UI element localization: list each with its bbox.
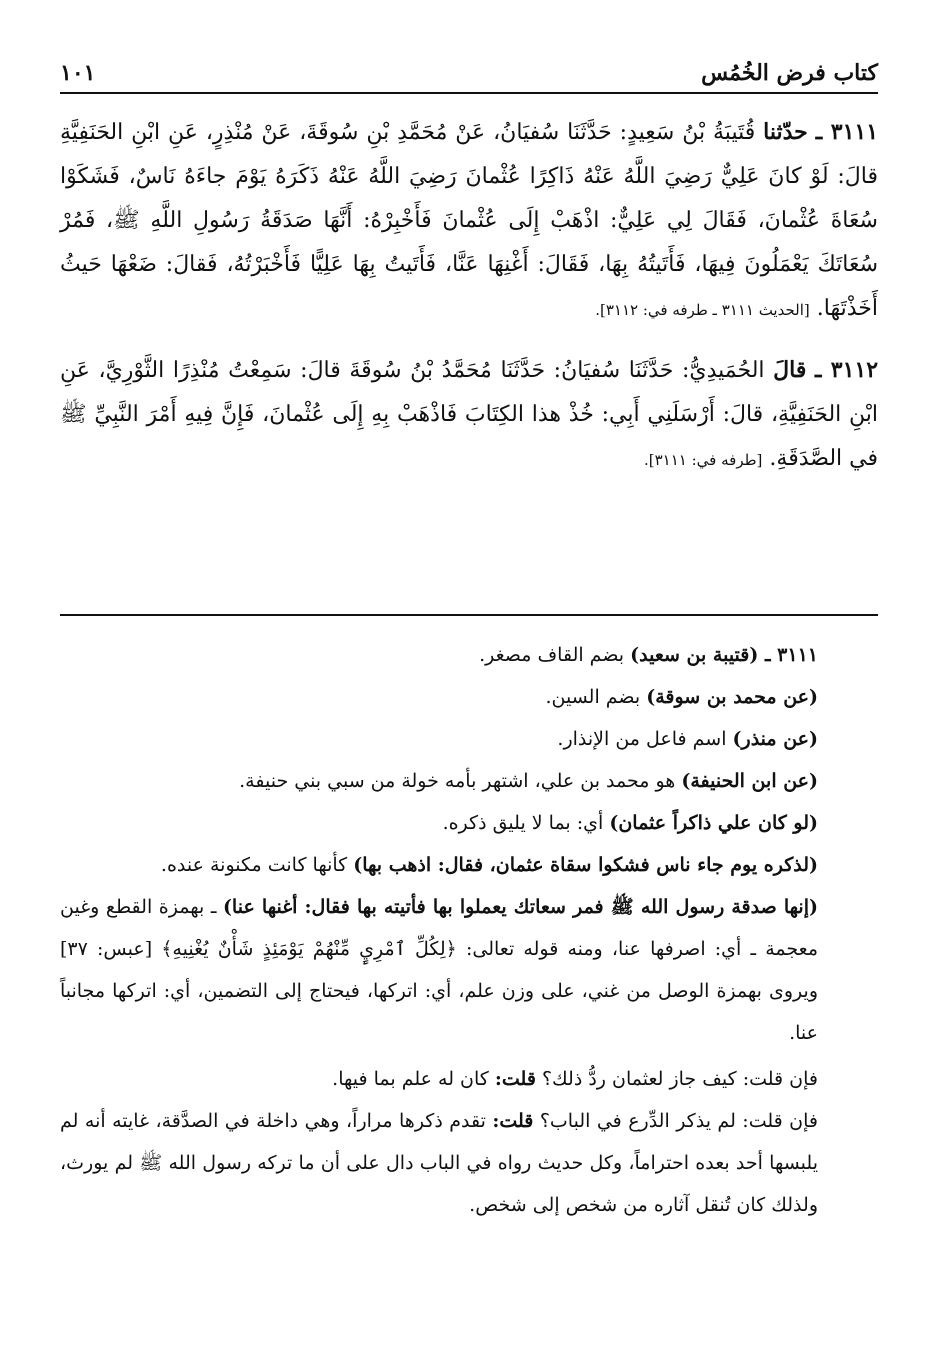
note-text: هو محمد بن علي، اشتهر بأمه خولة من سبي بني حنيفة. [239,770,682,792]
note-term: (عن محمد بن سوقة) [646,686,818,708]
hadith-number: ٣١١١ ـ [815,119,879,145]
hadith-number: ٣١١٢ ـ [815,357,879,383]
commentary-paragraph [60,1058,878,1100]
hadith-text: الحُمَيدِيُّ: حَدَّثَنَا سُفيَانُ: حَدَّثَنَا مُحَمَّدُ بْنُ سُوقَةَ قالَ: سَمِعْتُ مُنْذِرًا الثَّوْرِيَّ، عَنِ ابْنِ الحَنَفِيَّةِ، قالَ: أَرْسَلَنِي أَبِي: خُذْ هذا الكِتَابَ فَاذْهَبْ بِهِ إِلَى عُثْمانَ، فَإِنَّ فِيهِ أَمْرَ النَّبِيِّ ﷺ في الصَّدَقَةِ. [60,358,878,471]
paragraph-answer-label: قلت: [492,1110,534,1132]
note-text: بضم السين. [545,686,647,708]
paragraph-answer: كان له علم بما فيها. [332,1068,495,1090]
book-title: كتاب فرض الخُمُس [701,60,878,86]
hadith-text: قُتَيبَةُ بْنُ سَعِيدٍ: حَدَّثَنَا سُفيَانُ، عَنْ مُحَمَّدِ بْنِ سُوقَةَ، عَنْ مُنْذِرٍ، عَنِ ابْنِ الحَنَفِيَّةِ قالَ: لَوْ كانَ عَلِيٌّ رَضِيَ اللَّهُ عَنْهُ ذَاكِرًا عُثْمانَ رَضِيَ اللَّهُ عَنْهُ ذَكَرَهُ يَوْمَ جاءَهُ نَاسٌ، فَشَكَوْا سُعَاةَ عُثْمانَ، فَقَالَ لِي عَلِيٌّ: اذْهَبْ إِلَى عُثْمانَ فَأَخْبِرْهُ: أَنَّهَا صَدَقَةُ رَسُولِ اللَّهِ ﷺ، فَمُرْ سُعَاتَكَ يَعْمَلُونَ فِيهَا، فَأَتَيتُهُ بِهَا، فَقَالَ: أَغْنِهَا عَنَّا، فَأَتَيتُ بِهَا عَلِيًّا فَأَخْبَرْتُهُ، فَقالَ: ضَعْهَا حَيثُ أَخَذْتَهَا. [60,120,878,321]
note-term: (لو كان علي ذاكراً عثمان) [609,812,818,834]
note-item [60,718,878,760]
note-item [60,886,878,1054]
paragraph-answer-label: قلت: [494,1068,536,1090]
note-text: كأنها كانت مكنونة عنده. [160,854,354,876]
hadith-lead: قالَ [773,357,807,383]
page [60,0,878,1362]
note-item [60,802,878,844]
note-text: ـ بهمزة القطع وغين معجمة ـ أي: اصرفها عنا، ومنه قوله تعالى: ﴿لِكُلِّ ٱمْرِيٍٕ مِّنْهُمْ يَوْمَئِذٍ شَأْنٌ يُغْنِيهِ﴾ [عبس: ٣٧] ويروى بهمزة الوصل من غني، على وزن علم، أي: اتركها، فيحتاج إلى التضمين، أي: اتركها مجانباً عنا. [60,896,818,1044]
hadith-3111 [60,110,878,332]
commentary-paragraph [60,1100,878,1226]
footnote-divider [60,614,878,616]
hadith-reference: [طرفه في: ٣١١١]. [644,451,763,469]
page-number: ١٠١ [60,60,96,86]
note-item [60,760,878,802]
commentary [60,634,878,1226]
page-header [60,44,878,94]
paragraph-question: فإن قلت: لم يذكر الدِّرع في الباب؟ [533,1110,818,1132]
note-item [60,634,878,676]
note-term: ٣١١١ ـ (قتيبة بن سعيد) [630,644,818,666]
note-item [60,676,878,718]
hadith-lead: حدّثنا [763,119,808,145]
paragraph-question: فإن قلت: كيف جاز لعثمان ردُّ ذلك؟ [535,1068,818,1090]
note-term: (لذكره يوم جاء ناس فشكوا سقاة عثمان، فقال: اذهب بها) [353,854,818,876]
note-text: اسم فاعل من الإنذار. [557,728,733,750]
note-text: أي: بما لا يليق ذكره. [442,812,610,834]
note-term: (إنها صدقة رسول الله ﷺ فمر سعاتك يعملوا بها فأتيته بها فقال: أغنها عنا) [222,896,818,918]
hadith-reference: [الحديث ٣١١١ ـ طرفه في: ٣١١٢]. [595,301,810,319]
note-term: (عن ابن الحنيفة) [681,770,818,792]
paragraph-answer: تقدم ذكرها مراراً، وهي داخلة في الصدَّقة، غايته أنه لم يلبسها أحد بعده احتراماً، وكل حديث رواه في الباب دال على أن ما تركه رسول الله ﷺ لم يورث، ولذلك كان تُنقل آثاره من شخص إلى شخص. [60,1110,818,1216]
hadith-3112 [60,348,878,482]
note-term: (عن منذر) [732,728,818,750]
note-item [60,844,878,886]
note-text: بضم القاف مصغر. [479,644,631,666]
